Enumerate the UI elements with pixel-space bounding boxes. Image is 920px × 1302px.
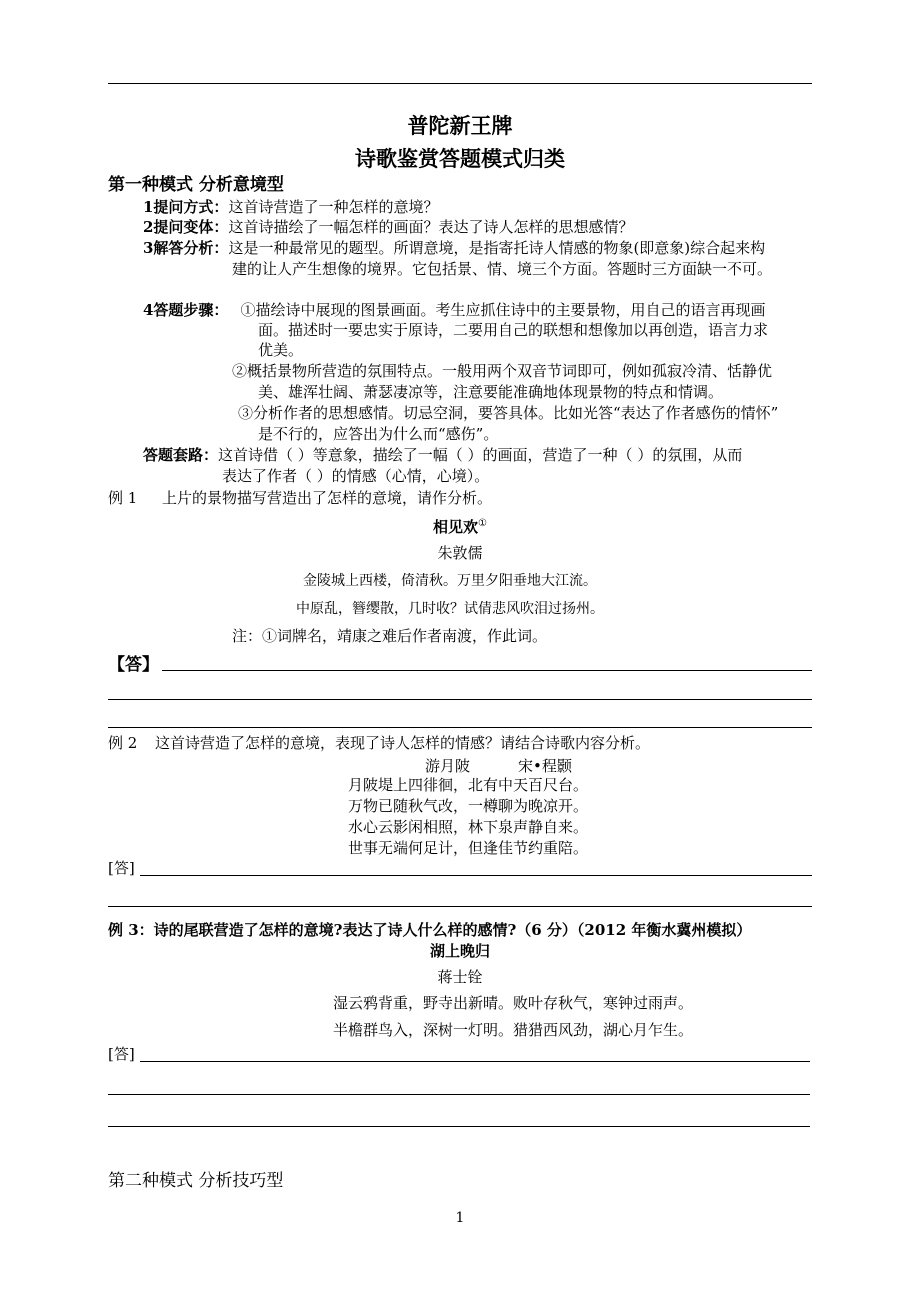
- answer-line[interactable]: [140, 875, 812, 876]
- q1-row: [143, 197, 438, 217]
- q2-text: 这首诗描绘了一幅怎样的画面？表达了诗人怎样的思想感情？: [228, 218, 634, 236]
- example3-answer-label: [答]: [108, 1045, 135, 1063]
- q4-label: 4答题步骤：: [143, 301, 229, 319]
- formula-line2: 表达了作者（ ）的情感（心情，心境）。: [222, 467, 490, 485]
- example1-author: 朱敦儒: [437, 544, 483, 562]
- example1-question: 上片的景物描写营造出了怎样的意境，请作分析。: [162, 489, 493, 507]
- q1-text: 这首诗营造了一种怎样的意境？: [228, 198, 439, 216]
- q1-label: 1提问方式：: [143, 198, 229, 216]
- example2-line3: 水心云影闲相照，林下泉声静自来。: [348, 818, 589, 836]
- example2-poem-title: 游月陂: [425, 757, 471, 775]
- step2-line2: 美、雄浑壮阔、萧瑟凄凉等，注意要能准确地体现景物的特点和情调。: [258, 383, 724, 401]
- example3-line1: 湿云鸦背重，野寺出新晴。败叶存秋气，寒钟过雨声。: [333, 994, 694, 1012]
- example1-note: 注：①词牌名，靖康之难后作者南渡，作此词。: [232, 627, 548, 645]
- example1-line1: 金陵城上西楼，倚清秋。万里夕阳垂地大江流。: [303, 573, 597, 589]
- answer-line[interactable]: [108, 1094, 810, 1095]
- q2-label: 2提问变体：: [143, 218, 229, 236]
- q4-row: [143, 300, 765, 320]
- example2-author: 宋•程颢: [518, 757, 572, 775]
- page-subtitle: 诗歌鉴赏答题模式归类: [355, 146, 565, 171]
- example1-poem-title: 相见欢①: [433, 518, 487, 536]
- page-number: 1: [455, 1210, 465, 1226]
- answer-line[interactable]: [162, 670, 812, 671]
- page-title: 普陀新王牌: [407, 113, 513, 138]
- formula-label: 答题套路：: [143, 446, 219, 464]
- header-rule: [108, 83, 812, 84]
- step1-line1: ①描绘诗中展现的图景画面。考生应抓住诗中的主要景物，用自己的语言再现画: [240, 301, 766, 319]
- example3-poem-title: 湖上晚归: [429, 942, 490, 960]
- step1-line3: 优美。: [258, 341, 304, 359]
- step3-line1: ③分析作者的思想感情。切忌空洞，要答具体。比如光答“表达了作者感伤的情怀”: [238, 404, 779, 422]
- example3-author: 蒋士铨: [437, 968, 483, 986]
- section1-heading: 第一种模式 分析意境型: [108, 175, 284, 195]
- step2-line1: ②概括景物所营造的氛围特点。一般用两个双音节词即可，例如孤寂冷清、恬静优: [232, 362, 773, 380]
- example1-label: 例 1: [108, 489, 138, 507]
- q3-label: 3解答分析：: [143, 239, 229, 257]
- section2-heading: 第二种模式 分析技巧型: [108, 1171, 284, 1191]
- step1-line2: 面。描述时一要忠实于原诗，二要用自己的联想和想像加以再创造，语言力求: [258, 321, 769, 339]
- example2-line4: 世事无端何足计，但逢佳节约重陪。: [348, 839, 589, 857]
- answer-line[interactable]: [108, 1126, 810, 1127]
- formula-line1: 这首诗借（ ）等意象，描绘了一幅（ ）的画面，营造了一种（ ）的氛围，从而: [218, 446, 743, 464]
- answer-line[interactable]: [108, 699, 812, 700]
- step3-line2: 是不行的，应答出为什么而“感伤”。: [258, 425, 499, 443]
- footnote-marker: ①: [478, 518, 487, 529]
- example2-line1: 月陂堤上四徘徊，北有中天百尺台。: [348, 776, 589, 794]
- answer-line[interactable]: [108, 906, 812, 907]
- example2-label: 例 2: [108, 734, 138, 752]
- formula-row: [143, 445, 742, 465]
- example1-line2: 中原乱，簪缨散，几时收？试倩悲风吹泪过扬州。: [296, 601, 604, 617]
- example2-answer-label: [答]: [108, 859, 135, 877]
- answer-line[interactable]: [140, 1061, 810, 1062]
- example3-question: 例 3：诗的尾联营造了怎样的意境?表达了诗人什么样的感情?（6 分）（2012 年衡水冀州模拟）: [108, 921, 752, 939]
- example1-answer-label: 【答】: [108, 655, 159, 675]
- q2-row: [143, 217, 633, 237]
- q3-row: [143, 238, 765, 258]
- example2-line2: 万物已随秋气改，一樽聊为晚凉开。: [348, 797, 589, 815]
- example2-question: 这首诗营造了怎样的意境，表现了诗人怎样的情感？请结合诗歌内容分析。: [155, 734, 651, 752]
- answer-line[interactable]: [108, 727, 812, 728]
- q3-line2: 建的让人产生想像的境界。它包括景、情、境三个方面。答题时三方面缺一不可。: [232, 260, 773, 278]
- example3-line2: 半檐群鸟入，深树一灯明。猎猎西风劲，湖心月乍生。: [333, 1021, 694, 1039]
- q3-line1: 这是一种最常见的题型。所谓意境，是指寄托诗人情感的物象(即意象)综合起来构: [228, 239, 766, 257]
